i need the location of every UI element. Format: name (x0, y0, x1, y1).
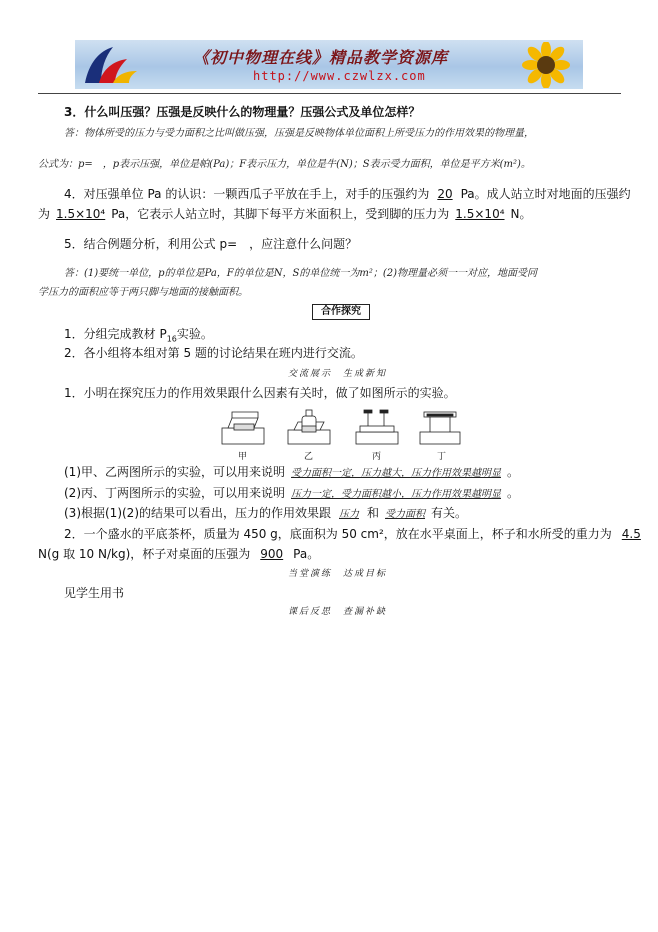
header-banner (75, 40, 583, 89)
ex1-sub3-text-mid: 和 (367, 506, 380, 520)
ex2-line1-text: 2．一个盛水的平底茶杯，质量为 450 g，底面积为 50 cm²，放在水平桌面上，杯子和水所受的重力为 (64, 527, 612, 541)
section-self-heading: 当堂演练 达成目标 (288, 569, 388, 579)
figure-ding (420, 412, 460, 444)
ex1-sub3-answer1: 压力 (339, 509, 359, 520)
ex1-sub2-answer: 压力一定，受力面积越小，压力作用效果越明显 (291, 489, 501, 500)
q4-line2 (38, 206, 532, 222)
ex1-sub1 (64, 464, 519, 482)
see-student-book: 见学生用书 (64, 586, 125, 600)
ex1-question: 1．小明在探究压力的作用效果跟什么因素有关时，做了如图所示的实验。 (64, 386, 456, 400)
section-reflect-heading: 课后反思 查漏补缺 (288, 607, 388, 617)
q3-question: 3．什么叫压强？压强是反映什么的物理量？压强公式及单位怎样？ (64, 105, 421, 119)
q4-line1-text: 4．对压强单位 Pa 的认识：一颗西瓜子平放在手上，对手的压强约为 (64, 187, 430, 201)
q4-blank-seed-pressure: 20 (437, 187, 453, 201)
coop-item-1-text: 1．分组完成教材 P (64, 327, 167, 341)
banner-title: 《初中物理在线》精品教学资源库 (193, 48, 449, 67)
site-logo-icon (79, 43, 141, 87)
ex2-line1 (64, 526, 651, 542)
ex1-sub3 (64, 505, 467, 523)
figure-bing (356, 410, 398, 444)
ex2-line2 (38, 546, 319, 562)
q4-line1 (64, 186, 631, 202)
q5-answer-line2: 学压力的面积应等于两只脚与地面的接触面积。 (38, 287, 248, 298)
ex2-line2-text-end: Pa。 (293, 547, 320, 561)
q3-answer-line2: 公式为：p= ，p表示压强，单位是帕(Pa)；F表示压力，单位是牛(N)；S表示受力面积，单位是平方米(m²)。 (38, 159, 531, 170)
figure-yi (288, 410, 330, 444)
ex2-blank-pressure: 900 (260, 547, 284, 561)
ex1-sub1-answer: 受力面积一定，压力越大，压力作用效果越明显 (291, 468, 501, 479)
q4-line1-text-end: Pa。成人站立时对地面的压强约 (460, 187, 631, 201)
ex1-sub3-text: (3)根据(1)(2)的结果可以看出，压力的作用效果跟 (64, 506, 331, 520)
q4-blank-person-pressure: 1.5×10⁴ (56, 207, 106, 221)
figure-label-bing: 丙 (372, 452, 382, 462)
coop-item-1-subscript: 16 (166, 334, 177, 344)
ex1-sub2-text: (2)丙、丁两图所示的实验，可以用来说明 (64, 486, 285, 500)
q4-blank-foot-force: 1.5×10⁴ (455, 207, 505, 221)
figure-label-yi: 乙 (304, 452, 314, 462)
section-exchange-heading: 交流展示 生成新知 (288, 369, 388, 379)
q4-line2-text-end: N。 (510, 207, 532, 221)
experiment-figures (218, 408, 462, 454)
q5-question: 5．结合例题分析，利用公式 p= ，应注意什么问题？ (64, 237, 358, 251)
q4-line2-text-mid: Pa，它表示人站立时，其脚下每平方米面积上，受到脚的压力为 (111, 207, 450, 221)
q3-answer-line1: 答：物体所受的压力与受力面积之比叫做压强，压强是反映物体单位面积上所受压力的作用效果的物理量， (64, 128, 534, 139)
ex1-sub2-text-end: 。 (507, 486, 520, 500)
ex1-sub1-text-end: 。 (507, 465, 520, 479)
ex1-sub3-text-end: 有关。 (431, 506, 468, 520)
q4-line2-text: 为 (38, 207, 51, 221)
q5-answer-line1: 答：(1)要统一单位，p的单位是Pa，F的单位是N，S的单位统一为m²；(2)物理量必须一一对应，地面受同 (64, 268, 538, 279)
ex1-sub2 (64, 485, 519, 503)
header-divider (38, 93, 621, 94)
coop-item-1-text-end: 实验。 (176, 327, 213, 341)
figure-label-jia: 甲 (238, 452, 248, 462)
ex1-sub1-text: (1)甲、乙两图所示的实验，可以用来说明 (64, 465, 285, 479)
coop-section-label: 合作探究 (312, 304, 370, 320)
ex1-sub3-answer2: 受力面积 (385, 509, 426, 520)
coop-item-2: 2．各小组将本组对第 5 题的讨论结果在班内进行交流。 (64, 346, 363, 360)
sunflower-icon (515, 42, 577, 88)
figure-label-ding: 丁 (437, 452, 447, 462)
banner-url[interactable]: http://www.czwlzx.com (253, 69, 426, 83)
ex2-blank-weight: 4.5 (621, 527, 641, 541)
ex2-line2-text: N(g 取 10 N/kg)，杯子对桌面的压强为 (38, 547, 251, 561)
figure-jia (222, 412, 264, 444)
